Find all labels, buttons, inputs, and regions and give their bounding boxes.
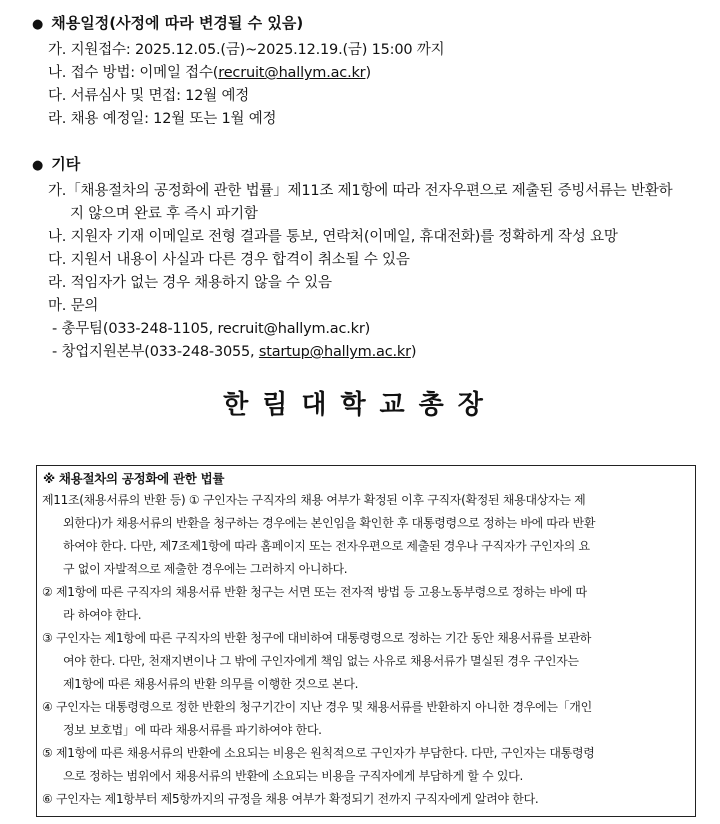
schedule-item-review: 다. 서류심사 및 면접: 12월 예정 — [48, 88, 250, 104]
etc-item-ga-cont: 지 않으며 완료 후 즉시 파기함 — [70, 206, 258, 222]
etc-item-ga: 가.「채용절차의 공정화에 관한 법률」제11조 제1항에 따라 전자우편으로 제출된 증빙서류는 반환하 — [48, 183, 673, 199]
schedule-heading-text: 채용일정(사정에 따라 변경될 수 있음) — [51, 14, 304, 32]
law-line: 제1항에 따른 채용서류의 반환 의무를 이행한 것으로 본다. — [63, 677, 359, 691]
schedule-heading — [32, 12, 303, 33]
etc-item-na: 나. 지원자 기재 이메일로 전형 결과를 통보, 연락처(이메일, 휴대전화)를 정확하게 작성 요망 — [48, 229, 618, 245]
contact-startup — [52, 340, 416, 361]
recruit-email-link[interactable]: recruit@hallym.ac.kr — [218, 65, 366, 81]
law-line: ④ 구인자는 대통령령으로 정한 반환의 청구기간이 지난 경우 및 채용서류를 반환하지 아니한 경우에는「개인 — [42, 700, 592, 714]
law-line: 으로 정하는 범위에서 채용서류의 반환에 소요되는 비용을 구직자에게 부담하게 할 수 있다. — [63, 769, 523, 783]
contact-startup-suffix: ) — [410, 344, 417, 360]
law-line: 외한다)가 채용서류의 반환을 청구하는 경우에는 본인임을 확인한 후 대통령령으로 정하는 바에 따라 반환 — [63, 516, 596, 530]
schedule-method-suffix: ) — [365, 65, 371, 81]
etc-item-ma: 마. 문의 — [48, 298, 99, 314]
bullet-icon: ● — [32, 158, 44, 173]
contact-general-affairs: - 총무팀(033-248-1105, recruit@hallym.ac.kr) — [52, 321, 371, 337]
law-line: ② 제1항에 따른 구직자의 채용서류 반환 청구는 서면 또는 전자적 방법 등 고용노동부령으로 정하는 바에 따 — [42, 585, 587, 599]
law-line: 구 없이 자발적으로 제출한 경우에는 그러하지 아니하다. — [63, 562, 348, 576]
schedule-item-hire-date: 라. 채용 예정일: 12월 또는 1월 예정 — [48, 111, 277, 127]
law-line: ③ 구인자는 제1항에 따른 구직자의 반환 청구에 대비하여 대통령령으로 정하는 기간 동안 채용서류를 보관하 — [42, 631, 592, 645]
etc-item-da: 다. 지원서 내용이 사실과 다른 경우 합격이 취소될 수 있음 — [48, 252, 410, 268]
startup-email-link[interactable]: startup@hallym.ac.kr — [258, 344, 411, 360]
contact-startup-label: - 창업지원본부(033-248-3055, — [52, 344, 259, 360]
law-heading: ※ 채용절차의 공정화에 관한 법률 — [43, 471, 225, 486]
law-line: 제11조(채용서류의 반환 등) ① 구인자는 구직자의 채용 여부가 확정된 이후 구직자(확정된 채용대상자는 제 — [42, 493, 586, 507]
etc-heading — [32, 153, 80, 174]
law-line: 정보 보호법」에 따라 채용서류를 파기하여야 한다. — [63, 723, 322, 737]
law-line: 라 하여야 한다. — [63, 608, 142, 622]
law-line: ⑥ 구인자는 제1항부터 제5항까지의 규정을 채용 여부가 확정되기 전까지 구직자에게 알려야 한다. — [42, 792, 539, 806]
etc-item-ra: 라. 적임자가 없는 경우 채용하지 않을 수 있음 — [48, 275, 332, 291]
schedule-method-label: 나. 접수 방법: 이메일 접수( — [48, 65, 219, 81]
schedule-item-method — [48, 61, 371, 82]
law-line: 하여야 한다. 다만, 제7조제1항에 따라 홈페이지 또는 전자우편으로 제출된 경우나 구직자가 구인자의 요 — [63, 539, 590, 553]
schedule-item-period: 가. 지원접수: 2025.12.05.(금)~2025.12.19.(금) 15:00 까지 — [48, 42, 445, 58]
bullet-icon: ● — [32, 17, 44, 32]
law-reference-box — [36, 465, 696, 817]
law-line: 여야 한다. 다만, 천재지변이나 그 밖에 구인자에게 책임 없는 사유로 채용서류가 멸실된 경우 구인자는 — [63, 654, 579, 668]
etc-heading-text: 기타 — [51, 155, 81, 173]
law-line: ⑤ 제1항에 따른 채용서류의 반환에 소요되는 비용은 원칙적으로 구인자가 부담한다. 다만, 구인자는 대통령령 — [42, 746, 595, 760]
president-signature: 한림대학교총장 — [223, 390, 497, 420]
